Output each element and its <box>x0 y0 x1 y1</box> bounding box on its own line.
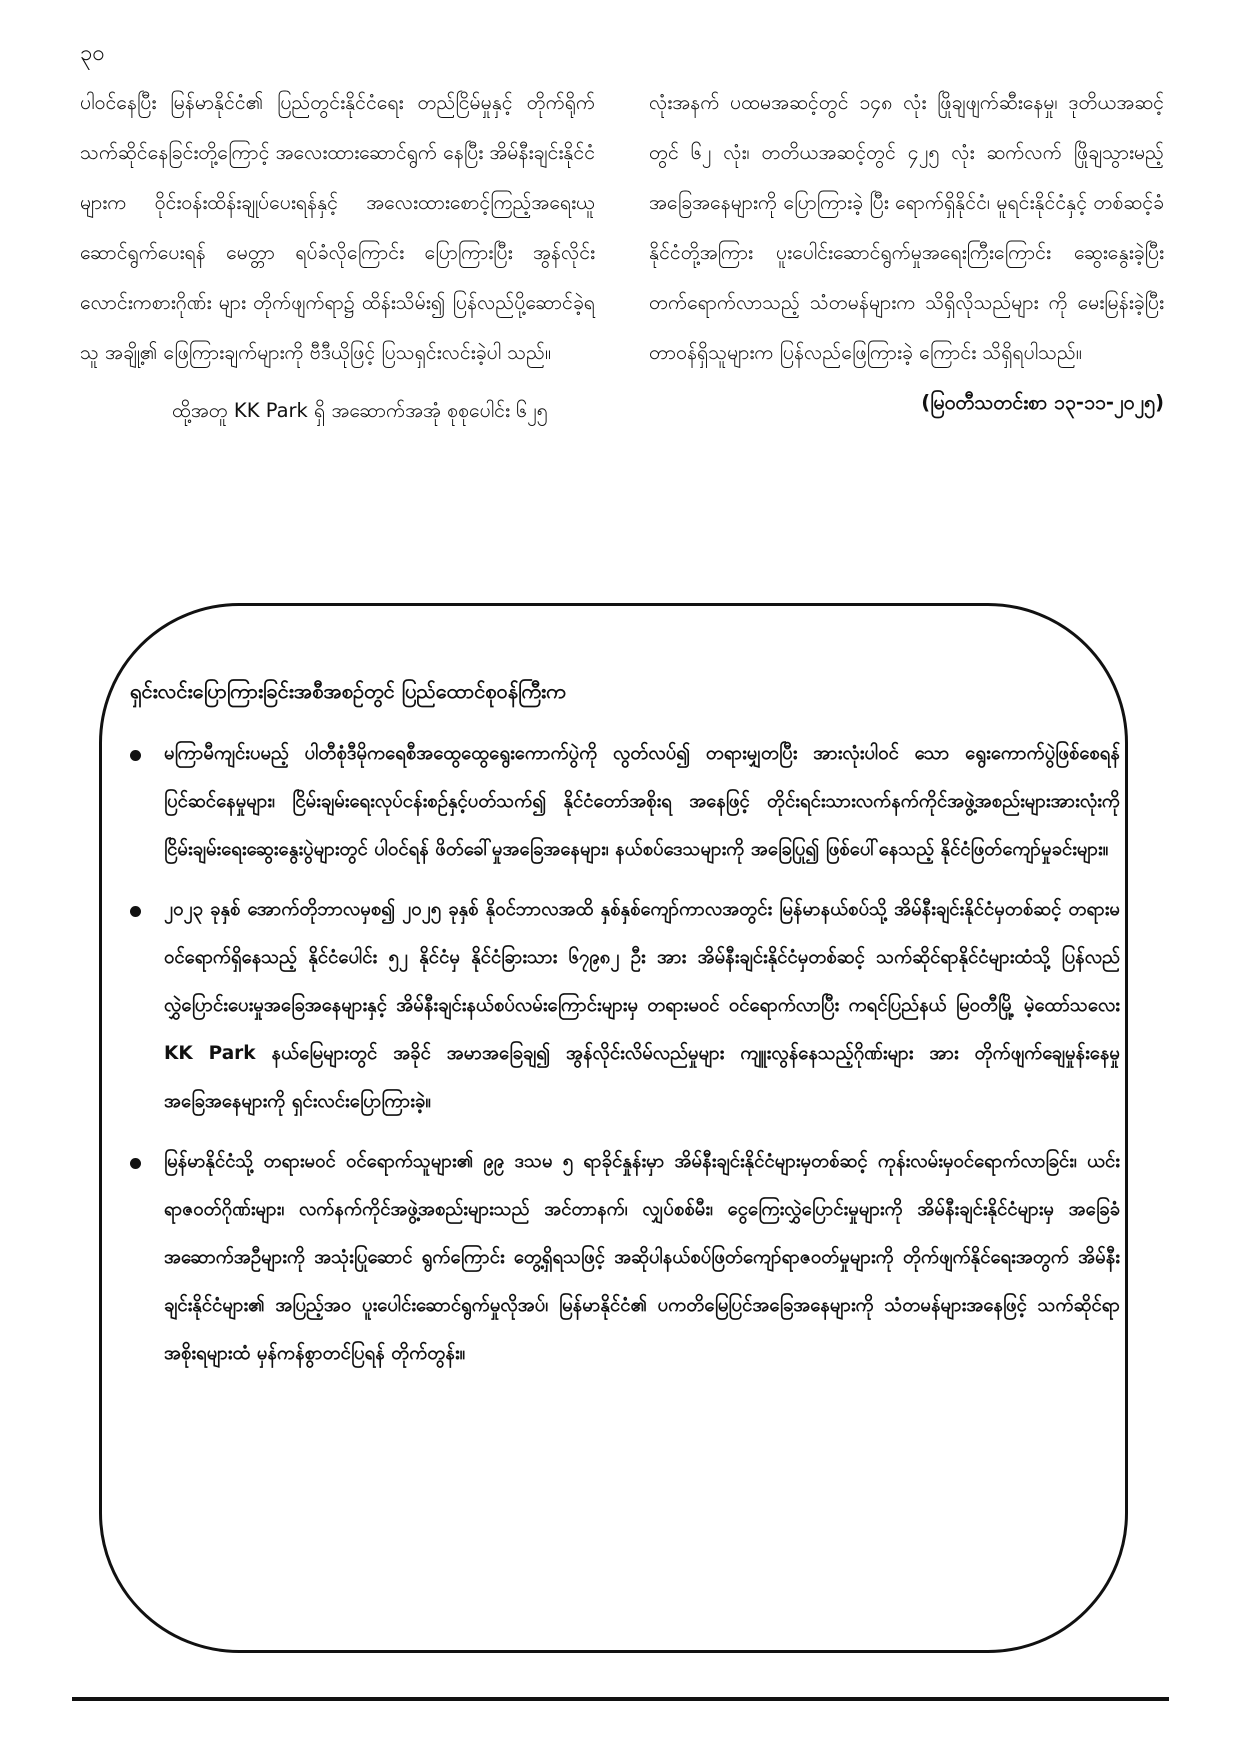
summary-bullet-list <box>130 730 1120 1390</box>
bottom-divider <box>72 1697 1169 1701</box>
summary-bullet-text: မကြာမီကျင်းပမည့် ပါတီစုံဒီမိုကရေစီအထွေထွေရွေးကောက်ပွဲကို လွတ်လပ်၍ တရားမျှတပြီး အားလုံးပါဝင် သော ရွေးကောက်ပွဲဖြစ်စေရန် ပြင်ဆင်နေမှုများ၊ ငြိမ်းချမ်းရေးလုပ်ငန်းစဉ်နှင့်ပတ်သက်၍ နိုင်ငံတော်အစိုးရ အနေဖြင့် တိုင်းရင်းသားလက်နက်ကိုင်အဖွဲ့အစည်းများအားလုံးကို ငြိမ်းချမ်းရေးဆွေးနွေးပွဲများတွင် ပါဝင်ရန် ဖိတ်ခေါ်မှုအခြေအနေများ၊ နယ်စပ်ဒေသများကို အခြေပြု၍ ဖြစ်ပေါ်နေသည့် နိုင်ငံဖြတ်ကျော်မှုခင်းများ။ <box>164 743 1120 860</box>
summary-bullet-1 <box>130 730 1120 874</box>
summary-bullet-text: မြန်မာနိုင်ငံသို့ တရားမဝင် ဝင်ရောက်သူများ၏ ၉၉ ဒသမ ၅ ရာခိုင်နှုန်းမှာ အိမ်နီးချင်းနိုင်ငံများမှတစ်ဆင့် ကုန်းလမ်းမှဝင်ရောက်လာခြင်း၊ ယင်းရာဇဝတ်ဂိုဏ်းများ၊ လက်နက်ကိုင်အဖွဲ့အစည်းများသည် အင်တာနက်၊ လျှပ်စစ်မီး၊ ငွေကြေးလွှဲပြောင်းမှုများကို အိမ်နီးချင်းနိုင်ငံများမှ အခြေခံအဆောက်အဦများကို အသုံးပြုဆောင် ရွက်ကြောင်း တွေ့ရှိရသဖြင့် အဆိုပါနယ်စပ်ဖြတ်ကျော်ရာဇဝတ်မှုများကို တိုက်ဖျက်နိုင်ရေးအတွက် အိမ်နီး ချင်းနိုင်ငံများ၏ အပြည့်အဝ ပူးပေါင်းဆောင်ရွက်မှုလိုအပ်၊ မြန်မာနိုင်ငံ၏ ပကတိမြေပြင်အခြေအနေများကို သံတမန်များအနေဖြင့် သက်ဆိုင်ရာအစိုးရများထံ မှန်ကန်စွာတင်ပြရန် တိုက်တွန်း။ <box>164 1151 1120 1364</box>
bullet-dot-icon <box>130 750 141 761</box>
left-paragraph-2: ထို့အတူ KK Park ရှိ အဆောက်အအုံ စုစုပေါင်း ၆၂၅ <box>172 399 548 422</box>
summary-bullet-2 <box>130 886 1120 1126</box>
bullet-dot-icon <box>130 1158 141 1169</box>
summary-bullet-text: ၂၀၂၃ ခုနှစ် အောက်တိုဘာလမှစ၍ ၂၀၂၅ ခုနှစ် နိုဝင်ဘာလအထိ နှစ်နှစ်ကျော်ကာလအတွင်း မြန်မာနယ်စပ်သို့ အိမ်နီးချင်းနိုင်ငံမှတစ်ဆင့် တရားမဝင်ရောက်ရှိနေသည့် နိုင်ငံပေါင်း ၅၂ နိုင်ငံမှ နိုင်ငံခြားသား ၆၇၉၈၂ ဦး အား အိမ်နီးချင်းနိုင်ငံမှတစ်ဆင့် သက်ဆိုင်ရာနိုင်ငံများထံသို့ ပြန်လည်လွှဲပြောင်းပေးမှုအခြေအနေများနှင့် အိမ်နီးချင်းနယ်စပ်လမ်းကြောင်းများမှ တရားမဝင် ဝင်ရောက်လာပြီး ကရင်ပြည်နယ် မြဝတီမြို့ မဲ့ထော်သလေး KK Park နယ်မြေများတွင် အခိုင် အမာအခြေချ၍ အွန်လိုင်းလိမ်လည်မှုများ ကျူးလွန်နေသည့်ဂိုဏ်းများ အား တိုက်ဖျက်ချေမှုန်းနေမှုအခြေအနေများကို ရှင်းလင်းပြောကြားခဲ့။ <box>164 899 1120 1112</box>
right-column <box>649 78 1164 428</box>
summary-box-title: ရှင်းလင်းပြောကြားခြင်းအစီအစဉ်တွင် ပြည်ထောင်စုဝန်ကြီးက <box>130 679 566 703</box>
left-paragraph-1: ပါဝင်နေပြီး မြန်မာနိုင်ငံ၏ ပြည်တွင်းနိုင်ငံရေး တည်ငြိမ်မှုနှင့် တိုက်ရိုက်သက်ဆိုင်နေခြင်းတို့ကြောင့် အလေးထားဆောင်ရွက် နေပြီး အိမ်နီးချင်းနိုင်ငံများက ဝိုင်းဝန်းထိန်းချုပ်ပေးရန်နှင့် အလေးထားစောင့်ကြည့်အရေးယူဆောင်ရွက်ပေးရန် မေတ္တာ ရပ်ခံလိုကြောင်း ပြောကြားပြီး အွန်လိုင်းလောင်းကစားဂိုဏ်း များ တိုက်ဖျက်ရာ၌ ထိန်းသိမ်း၍ ပြန်လည်ပို့ဆောင်ခဲ့ရသူ အချို့၏ ဖြေကြားချက်များကို ဗီဒီယိုဖြင့် ပြသရှင်းလင်းခဲ့ပါ သည်။ <box>80 91 596 364</box>
left-column <box>80 78 595 436</box>
bullet-dot-icon <box>130 906 141 917</box>
page-number: ၃၀ <box>80 41 105 66</box>
source-citation: (မြဝတီသတင်းစာ ၁၃-၁၁-၂၀၂၅) <box>921 391 1164 414</box>
right-paragraph-1: လုံးအနက် ပထမအဆင့်တွင် ၁၄၈ လုံး ဖြိုချဖျက်ဆီးနေမှု၊ ဒုတိယအဆင့်တွင် ၆၂ လုံး၊ တတိယအဆင့်တွင် ၄၂၅ လုံး ဆက်လက် ဖြိုချသွားမည့် အခြေအနေများကို ပြောကြားခဲ့ ပြီး ရောက်ရှိနိုင်ငံ၊ မူရင်းနိုင်ငံနှင့် တစ်ဆင့်ခံနိုင်ငံတို့အကြား ပူးပေါင်းဆောင်ရွက်မှုအရေးကြီးကြောင်း ဆွေးနွေးခဲ့ပြီး တက်ရောက်လာသည့် သံတမန်များက သိရှိလိုသည်များ ကို မေးမြန်းခဲ့ပြီး တာဝန်ရှိသူများက ပြန်လည်ဖြေကြားခဲ့ ကြောင်း သိရှိရပါသည်။ <box>649 91 1164 364</box>
summary-bullet-3 <box>130 1138 1120 1378</box>
article-columns <box>80 78 1164 558</box>
